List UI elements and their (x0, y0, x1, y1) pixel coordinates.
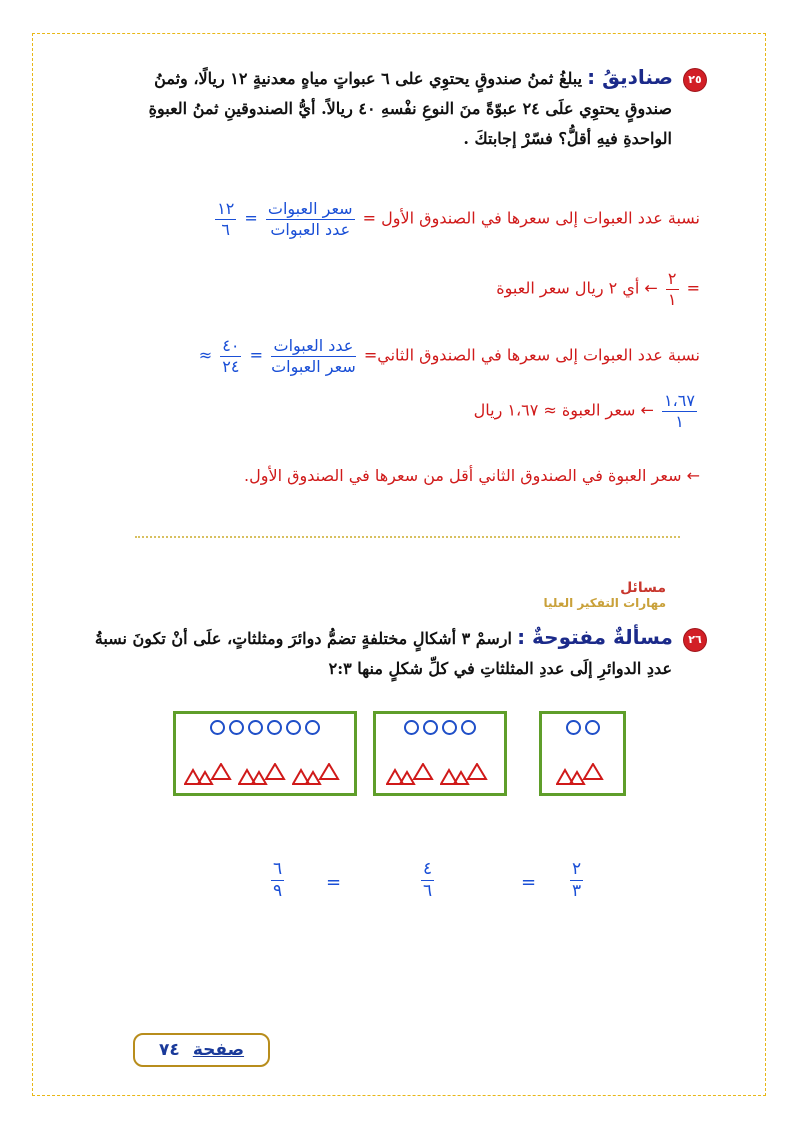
section-title: مسائل (620, 580, 666, 596)
solution-row-3 (199, 337, 700, 375)
question-line: عددِ الدوائرِ إلَى عددِ المثلثاتِ في كلِّ شكلٍ منها ٢:٣ (328, 659, 672, 678)
triangle-group (238, 763, 292, 785)
triangles-row (376, 763, 504, 785)
triangle-shape (468, 764, 486, 779)
page-frame (32, 33, 766, 1096)
triangles-row (542, 763, 623, 785)
equals-sign: = (326, 872, 342, 893)
triangle-shape (414, 764, 432, 779)
fraction-6-9 (268, 860, 287, 900)
value-fraction (662, 392, 697, 430)
solution-row-4 (474, 392, 700, 430)
equals-sign: = (521, 872, 537, 893)
fraction-denominator: ٣ (572, 880, 582, 901)
value-fraction (666, 270, 679, 308)
page-label: صفحة (192, 1040, 245, 1060)
circle-shape (404, 720, 419, 735)
circle-shape (461, 720, 476, 735)
fraction-numerator: ٢ (667, 269, 677, 288)
section-header (544, 580, 666, 610)
fraction-numerator: ٦ (273, 859, 283, 879)
triangle-shape (584, 764, 602, 779)
question-number-badge: ٢٥ (684, 69, 706, 91)
circle-shape (286, 720, 301, 735)
fraction-numerator: سعر العبوات (267, 199, 353, 218)
circle-shape (442, 720, 457, 735)
triangle-group (184, 763, 238, 785)
circle-shape (305, 720, 320, 735)
question-title: مسألةٌ مفتوحةٌ : (517, 625, 673, 649)
section-subtitle: مهارات التفكير العليا (543, 596, 666, 610)
value-fraction (220, 337, 241, 375)
word-fraction (271, 337, 356, 375)
fraction-denominator: ١ (667, 289, 677, 309)
circle-shape (585, 720, 600, 735)
fraction-denominator: ٢٤ (222, 356, 240, 376)
shape-box-2 (373, 711, 507, 796)
approx-sign: ≈ (198, 345, 213, 365)
fraction-numerator: ٤ (423, 859, 433, 879)
triangle-group (386, 763, 440, 785)
solution-text: ← سعر العبوة ≈ ١،٦٧ ريال (473, 400, 654, 420)
fraction-denominator: ٦ (423, 880, 433, 901)
value-fraction (215, 200, 236, 238)
triangle-shape (212, 764, 230, 779)
word-fraction (266, 200, 355, 238)
solution-row-1 (212, 200, 700, 238)
question-line: صندوقٍ يحتوِي علَى ٢٤ عبوّةً منَ النوعِ نفْسهِ ٤٠ ريالاً. أيُّ الصندوقينِ ثمنُ العبوةِ (148, 99, 672, 118)
circle-shape (229, 720, 244, 735)
triangle-group (440, 763, 494, 785)
circle-shape (423, 720, 438, 735)
fraction-denominator: ١ (675, 411, 684, 431)
triangle-group (556, 763, 610, 785)
question-25 (86, 62, 706, 154)
equals-sign: = (686, 278, 700, 298)
fraction-2-3 (567, 860, 586, 900)
triangle-shape (400, 772, 414, 784)
equals-sign: = (244, 208, 258, 228)
circles-row (542, 720, 623, 739)
fraction-denominator: ٦ (221, 219, 230, 239)
fraction-numerator: عدد العبوات (271, 337, 356, 357)
fraction-4-6 (418, 860, 437, 900)
fraction-denominator: عدد العبوات (270, 219, 351, 239)
circles-row (176, 720, 354, 739)
solution-text: ← أي ٢ ريال سعر العبوة (496, 278, 658, 298)
fraction-numerator: ٤٠ (222, 336, 240, 355)
fraction-numerator: ١٢ (217, 199, 235, 218)
solution-row-2 (496, 270, 700, 308)
page-number-box (133, 1033, 270, 1067)
triangles-row (176, 763, 354, 785)
triangle-shape (198, 772, 212, 784)
triangle-shape (454, 772, 468, 784)
triangle-shape (570, 772, 584, 784)
fraction-numerator: ٢ (572, 859, 582, 879)
circle-shape (248, 720, 263, 735)
question-line: يبلغُ ثمنُ صندوقٍ يحتوِي على ٦ عبواتٍ مياهٍ معدنيةٍ ١٢ ريالًا، وثمنُ (154, 69, 583, 88)
question-title: صناديقُ : (587, 65, 673, 89)
triangle-shape (306, 772, 320, 784)
shape-box-1 (173, 711, 357, 796)
solution-text: نسبة عدد العبوات إلى سعرها في الصندوق الثاني= (363, 345, 700, 365)
question-line: الواحدةِ فيهِ أقلُّ؟ فسّرْ إجابتكَ . (463, 129, 672, 148)
triangle-shape (320, 764, 338, 779)
circles-row (376, 720, 504, 739)
equals-sign: = (249, 345, 263, 365)
fraction-numerator: ١،٦٧ (664, 391, 695, 410)
triangle-group (292, 763, 346, 785)
question-26 (86, 622, 706, 684)
question-line: ارسمْ ٣ أشكالٍ مختلفةٍ تضمُّ دوائرَ ومثلثاتٍ، علَى أنْ تكونَ نسبةُ (94, 629, 512, 648)
circle-shape (267, 720, 282, 735)
shape-box-3 (539, 711, 626, 796)
solution-text: نسبة عدد العبوات إلى سعرها في الصندوق الأول = (362, 208, 700, 228)
triangle-shape (252, 772, 266, 784)
circle-shape (210, 720, 225, 735)
divider (135, 536, 680, 538)
page-number: ٧٤ (158, 1040, 180, 1060)
question-number-badge: ٢٦ (684, 629, 706, 651)
circle-shape (566, 720, 581, 735)
triangle-shape (266, 764, 284, 779)
solution-row-5 (244, 466, 700, 485)
fraction-denominator: سعر العبوات (271, 356, 356, 376)
solution-conclusion: ← سعر العبوة في الصندوق الثاني أقل من سعرها في الصندوق الأول. (244, 466, 700, 485)
fraction-denominator: ٩ (273, 880, 283, 901)
